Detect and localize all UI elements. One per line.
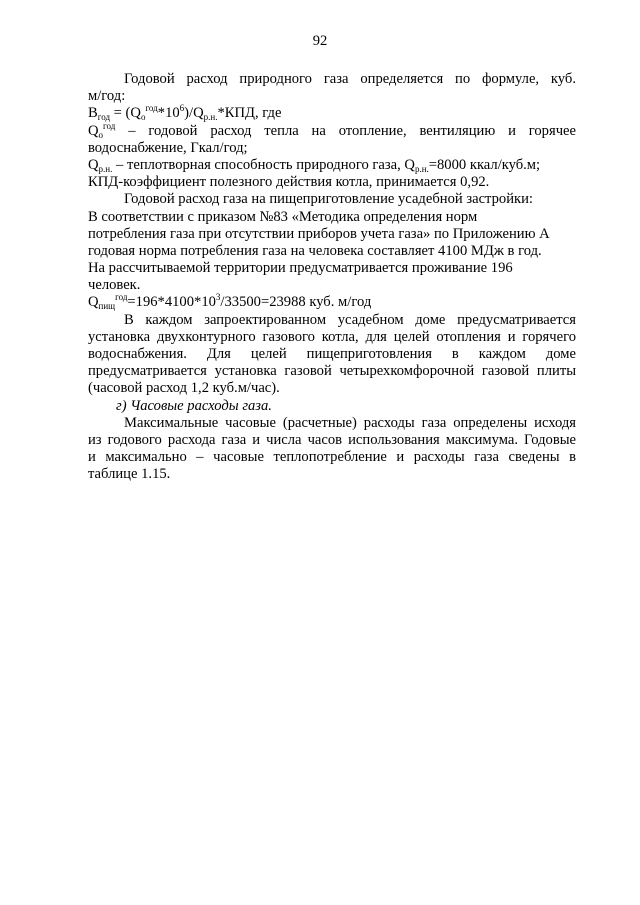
paragraph-line: предусматривается установка газовой четырехкомфорочной газовой плиты: [88, 363, 576, 380]
formula-subscript: о: [98, 129, 104, 140]
formula-text: *КПД, где: [217, 105, 282, 122]
formula-exponent: 3: [215, 292, 221, 303]
formula-exponent: 6: [179, 103, 185, 114]
formula-superscript: год: [115, 292, 128, 303]
formula-text: )/Q: [184, 105, 204, 122]
paragraph-line: Годовой расход газа на пищеприготовление усадебной застройки:: [124, 191, 533, 208]
definition-line: [88, 157, 576, 174]
formula-symbol: Q: [88, 156, 99, 173]
formula-subscript: р.н.: [203, 112, 218, 123]
paragraph-line: м/год:: [88, 88, 126, 105]
paragraph-line: Годовой расход природного газа определяется по формуле, куб.: [124, 71, 576, 87]
paragraph-line: потребления газа при отсутствии приборов учета газа» по Приложению А: [88, 225, 550, 242]
formula-text: =196*4100*10: [127, 294, 216, 311]
definition-text: =8000 ккал/куб.м;: [428, 156, 541, 173]
paragraph-line: и максимально – часовые теплопотребление и расходы газа сведены в: [88, 449, 576, 466]
paragraph-line: годовая норма потребления газа на человека составляет 4100 МДж в год.: [88, 242, 542, 259]
formula-text: /33500=23988 куб. м/год: [220, 294, 372, 311]
page-number: 92: [312, 33, 328, 49]
formula-text: = (Q: [110, 105, 141, 122]
formula-text: *10: [157, 105, 180, 122]
formula-superscript: год: [145, 103, 158, 114]
paragraph-line: человек.: [88, 277, 141, 294]
paragraph-line: (часовой расход 1,2 куб.м/час).: [88, 380, 280, 397]
formula-superscript: год: [103, 120, 116, 131]
formula-annual-gas: [88, 105, 576, 122]
definition-text: – теплотворная способность природного газа, Q: [112, 156, 415, 173]
formula-symbol: B: [88, 105, 98, 122]
definition-line: водоснабжение, Гкал/год;: [88, 139, 248, 156]
formula-symbol: Q: [88, 122, 99, 139]
formula-subscript: год: [97, 112, 111, 123]
formula-symbol: Q: [88, 294, 99, 311]
paragraph-line: В соответствии с приказом №83 «Методика определения норм: [88, 208, 478, 225]
formula-subscript: р.н.: [414, 163, 429, 174]
formula-subscript: р.н.: [98, 163, 113, 174]
paragraph-line: установка двухконтурного газового котла, для целей отопления и горячего: [88, 328, 576, 345]
definition-line: КПД-коэффициент полезного действия котла, принимается 0,92.: [88, 174, 490, 191]
page-content: [88, 71, 576, 484]
formula-cooking-gas: [88, 294, 576, 311]
definition-text: – годовой расход тепла на отопление, вентиляцию и горячее: [115, 122, 576, 139]
formula-subscript: о: [140, 112, 146, 123]
definition-line: [88, 120, 576, 140]
paragraph-line: На рассчитываемой территории предусматривается проживание 196: [88, 260, 513, 277]
section-heading: г) Часовые расходы газа.: [116, 397, 272, 414]
paragraph-line: таблице 1.15.: [88, 466, 171, 483]
paragraph-line: Максимальные часовые (расчетные) расходы газа определены исходя: [124, 414, 576, 431]
paragraph-line: В каждом запроектированном усадебном доме предусматривается: [124, 311, 576, 328]
formula-subscript: пищ: [98, 301, 116, 312]
paragraph-line: водоснабжения. Для целей пищеприготовления в каждом доме: [88, 346, 576, 362]
paragraph-line: из годового расхода газа и числа часов использования максимума. Годовые: [88, 431, 576, 448]
